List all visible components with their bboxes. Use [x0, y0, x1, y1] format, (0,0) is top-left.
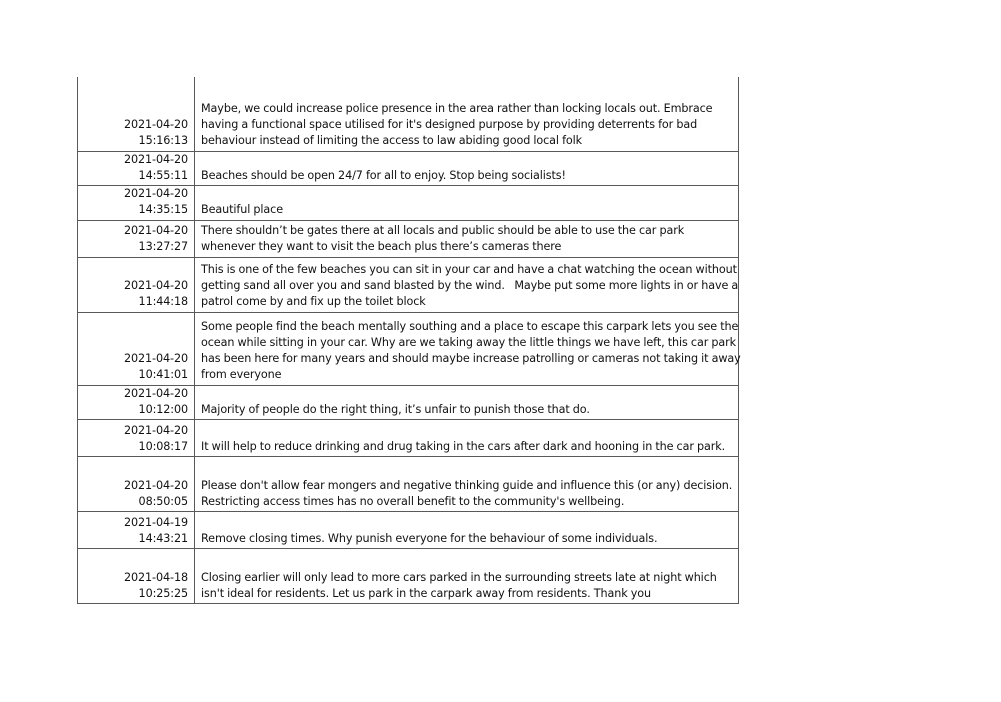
comment-cell: [195, 457, 739, 512]
comment-line: isn't ideal for residents. Let us park in the carpark away from residents. Thank you: [201, 586, 652, 600]
comment-line: having a functional space utilised for it's designed purpose by providing deterrents for bad: [201, 117, 698, 131]
timestamp-cell: [78, 151, 195, 186]
comment-cell: [195, 312, 739, 385]
comment-line: from everyone: [201, 368, 282, 382]
time-text: 10:12:00: [138, 402, 188, 416]
table-row: [78, 312, 739, 385]
comment-cell: [195, 385, 739, 420]
comment-line: whenever they want to visit the beach plus there’s cameras there: [201, 240, 562, 254]
table-row: [78, 151, 739, 186]
comment-line: Some people find the beach mentally southing and a place to escape this carpark lets you see the: [201, 319, 739, 333]
comment-cell: [195, 220, 739, 257]
date-text: 2021-04-20: [123, 478, 188, 492]
comment-line: Remove closing times. Why punish everyone for the behaviour of some individuals.: [201, 531, 658, 545]
comment-line: has been here for many years and should maybe increase patrolling or cameras not taking it away: [201, 352, 741, 366]
comment-cell: [195, 512, 739, 549]
table-row: [78, 549, 739, 604]
comment-line: Restricting access times has no overall benefit to the community's wellbeing.: [201, 494, 625, 508]
date-text: 2021-04-20: [123, 187, 188, 201]
comment-line: behaviour instead of limiting the access to law abiding good local folk: [201, 134, 583, 148]
time-text: 08:50:05: [138, 494, 188, 508]
timestamp-cell: [78, 385, 195, 420]
table-row: [78, 512, 739, 549]
comment-line: Maybe, we could increase police presence in the area rather than locking locals out. Embrace: [201, 101, 713, 115]
comments-table: [77, 77, 739, 604]
table-row: [78, 385, 739, 420]
table-row: [78, 77, 739, 151]
time-text: 13:27:27: [138, 240, 188, 254]
comments-table-body: [78, 77, 739, 604]
date-text: 2021-04-20: [123, 224, 188, 238]
time-text: 14:35:15: [138, 203, 188, 217]
table-row: [78, 457, 739, 512]
timestamp-cell: [78, 77, 195, 151]
comment-line: There shouldn’t be gates there at all locals and public should be able to use the car park: [201, 224, 685, 238]
comment-line: Majority of people do the right thing, it’s unfair to punish those that do.: [201, 402, 590, 416]
comment-line: Please don't allow fear mongers and negative thinking guide and influence this (or any) decision.: [201, 478, 733, 492]
comment-line: This is one of the few beaches you can sit in your car and have a chat watching the ocean without: [201, 262, 737, 276]
date-text: 2021-04-20: [123, 152, 188, 166]
timestamp-cell: [78, 257, 195, 312]
date-text: 2021-04-20: [123, 279, 188, 293]
date-text: 2021-04-20: [123, 352, 188, 366]
comment-line: patrol come by and fix up the toilet block: [201, 295, 426, 309]
time-text: 14:55:11: [138, 168, 188, 182]
time-text: 10:25:25: [138, 586, 188, 600]
date-text: 2021-04-20: [123, 117, 188, 131]
table-row: [78, 257, 739, 312]
time-text: 10:08:17: [138, 439, 188, 453]
table-row: [78, 420, 739, 457]
timestamp-cell: [78, 220, 195, 257]
date-text: 2021-04-20: [123, 423, 188, 437]
comment-cell: [195, 151, 739, 186]
comment-cell: [195, 186, 739, 221]
timestamp-cell: [78, 312, 195, 385]
comment-line: getting sand all over you and sand blasted by the wind. Maybe put some more lights in or have a: [201, 279, 739, 293]
date-text: 2021-04-18: [123, 570, 188, 584]
time-text: 11:44:18: [138, 295, 188, 309]
comments-sheet: [77, 77, 741, 604]
time-text: 14:43:21: [138, 531, 188, 545]
table-row: [78, 220, 739, 257]
table-row: [78, 186, 739, 221]
time-text: 10:41:01: [138, 368, 188, 382]
timestamp-cell: [78, 549, 195, 604]
time-text: 15:16:13: [138, 134, 188, 148]
timestamp-cell: [78, 420, 195, 457]
timestamp-cell: [78, 512, 195, 549]
comment-line: ocean while sitting in your car. Why are we taking away the little things we have left, this car park: [201, 335, 736, 349]
date-text: 2021-04-19: [123, 515, 188, 529]
comment-cell: [195, 77, 739, 151]
comment-cell: [195, 549, 739, 604]
comment-line: Beautiful place: [201, 203, 283, 217]
comment-cell: [195, 420, 739, 457]
timestamp-cell: [78, 457, 195, 512]
comment-line: Beaches should be open 24/7 for all to enjoy. Stop being socialists!: [201, 168, 566, 182]
comment-cell: [195, 257, 739, 312]
timestamp-cell: [78, 186, 195, 221]
comment-line: It will help to reduce drinking and drug taking in the cars after dark and hooning in the car park.: [201, 439, 726, 453]
comment-line: Closing earlier will only lead to more cars parked in the surrounding streets late at night which: [201, 570, 717, 584]
date-text: 2021-04-20: [123, 386, 188, 400]
